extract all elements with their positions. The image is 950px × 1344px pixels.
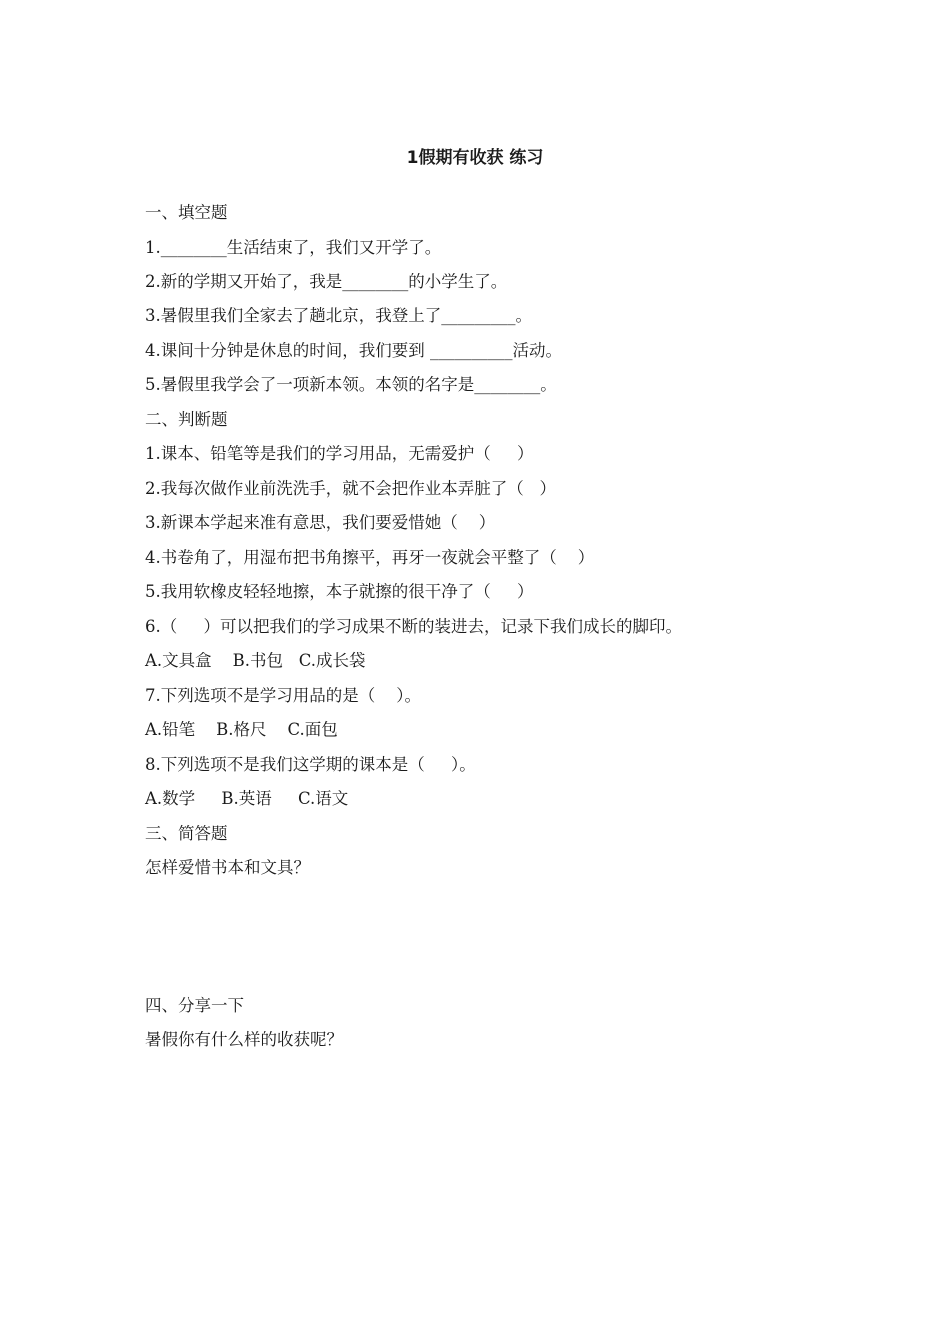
judge-question-1: 1.课本、铅笔等是我们的学习用品，无需爱护（ ） xyxy=(145,444,534,463)
choice-options-8: A.数学 B.英语 C.语文 xyxy=(145,789,349,808)
fill-question-4: 4.课间十分钟是休息的时间，我们要到 __________活动。 xyxy=(145,341,562,360)
section-heading-fill-in: 一、填空题 xyxy=(145,203,228,222)
judge-question-2: 2.我每次做作业前洗洗手，就不会把作业本弄脏了（ ） xyxy=(145,479,556,498)
choice-options-6: A.文具盒 B.书包 C.成长袋 xyxy=(145,651,366,670)
fill-question-5: 5.暑假里我学会了一项新本领。本领的名字是________。 xyxy=(145,375,557,394)
worksheet-title: 1假期有收获 练习 xyxy=(406,148,544,168)
short-answer-question: 怎样爱惜书本和文具？ xyxy=(145,858,310,877)
judge-question-5: 5.我用软橡皮轻轻地擦，本子就擦的很干净了（ ） xyxy=(145,582,534,601)
fill-question-3: 3.暑假里我们全家去了趟北京，我登上了_________。 xyxy=(145,306,532,325)
section-heading-share: 四、分享一下 xyxy=(145,996,244,1015)
fill-question-2: 2.新的学期又开始了，我是________的小学生了。 xyxy=(145,272,508,291)
section-heading-short-answer: 三、简答题 xyxy=(145,824,228,843)
choice-question-8: 8.下列选项不是我们这学期的课本是（ ）。 xyxy=(145,755,476,774)
fill-question-1: 1.________生活结束了，我们又开学了。 xyxy=(145,238,442,257)
choice-question-7: 7.下列选项不是学习用品的是（ ）。 xyxy=(145,686,421,705)
section-heading-judge: 二、判断题 xyxy=(145,410,228,429)
choice-options-7: A.铅笔 B.格尺 C.面包 xyxy=(145,720,338,739)
judge-question-3: 3.新课本学起来准有意思，我们要爱惜她（ ） xyxy=(145,513,496,532)
judge-question-4: 4.书卷角了，用湿布把书角擦平，再牙一夜就会平整了（ ） xyxy=(145,548,595,567)
choice-question-6: 6.（ ）可以把我们的学习成果不断的装进去，记录下我们成长的脚印。 xyxy=(145,617,682,636)
share-question: 暑假你有什么样的收获呢？ xyxy=(145,1030,343,1049)
